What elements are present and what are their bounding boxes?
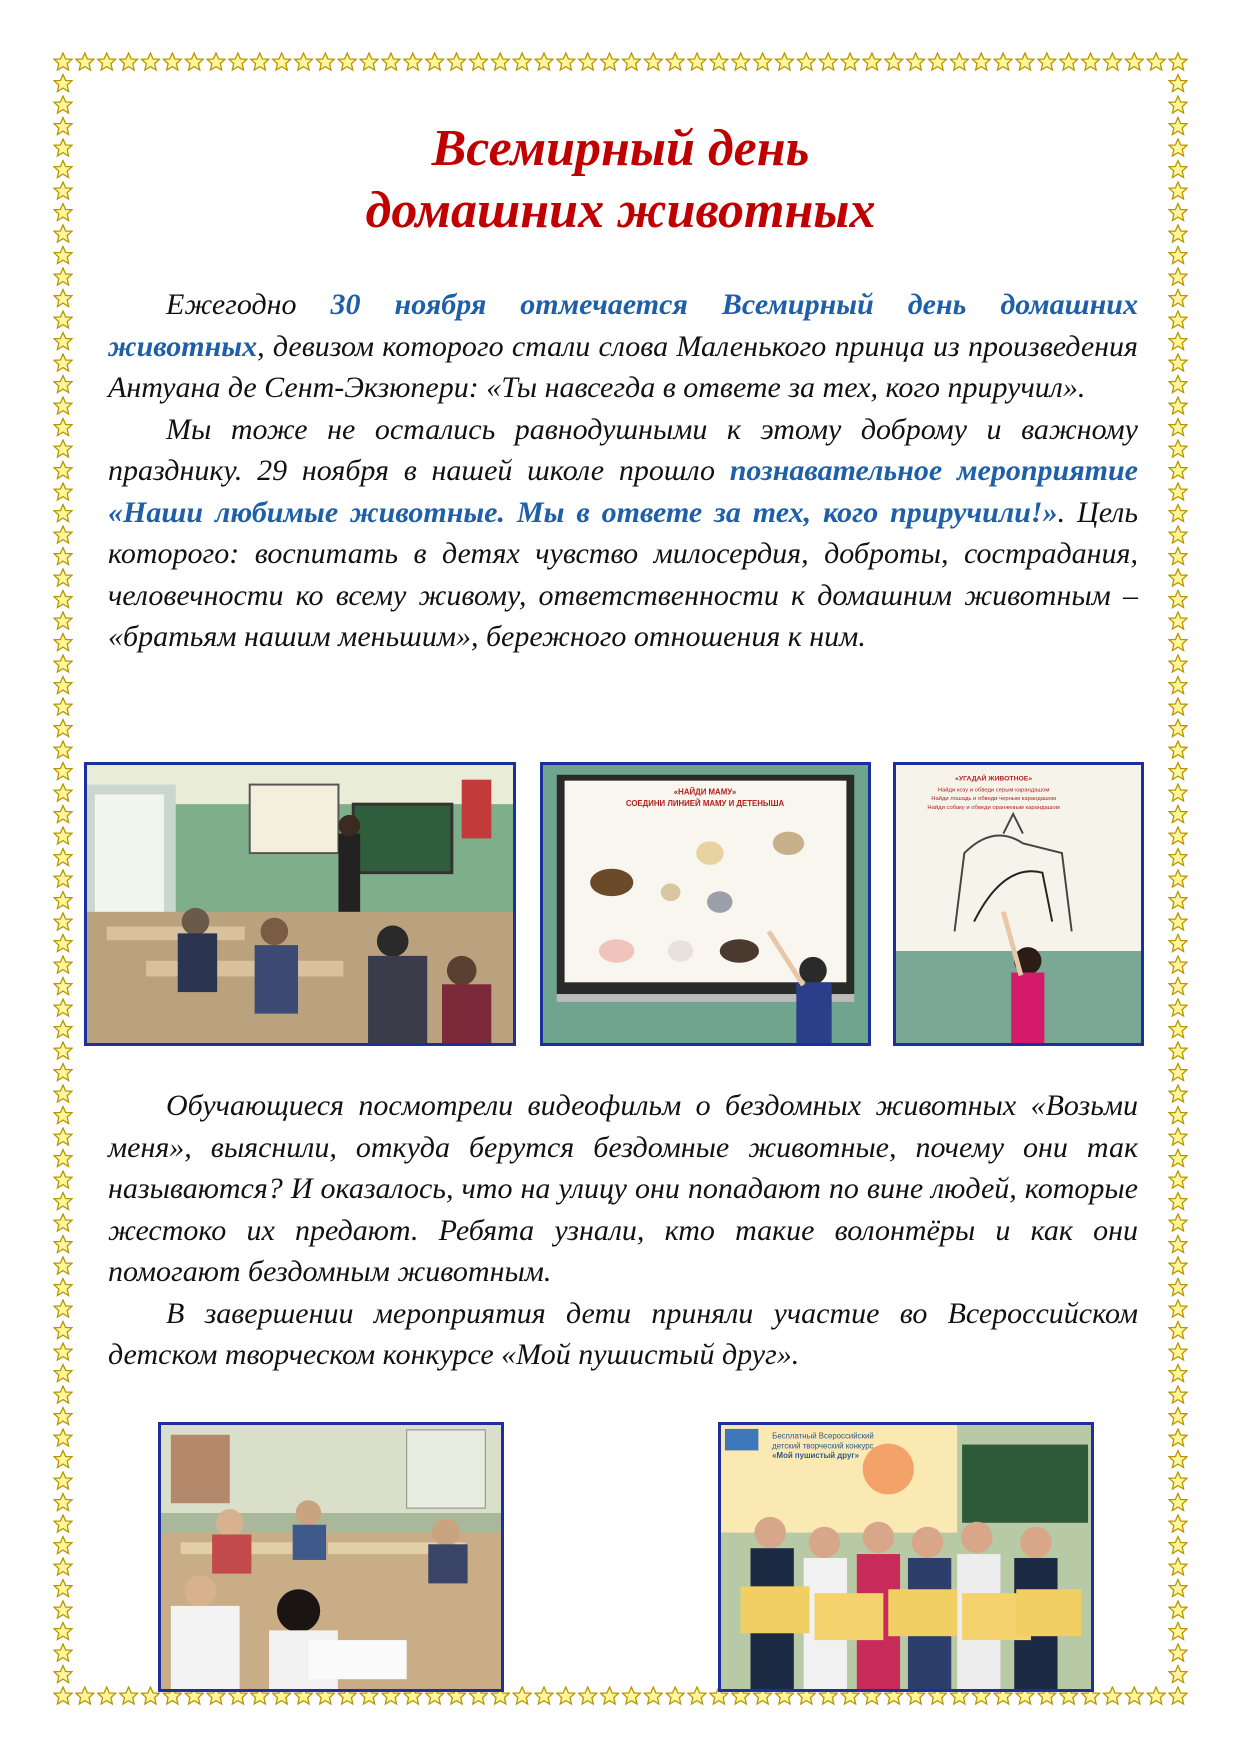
border-star-icon <box>1169 612 1187 629</box>
border-star-icon <box>404 53 422 70</box>
poster-line-2: детский творческий конкурс <box>772 1441 874 1451</box>
border-star-icon <box>1169 677 1187 694</box>
border-star-icon <box>54 1257 72 1274</box>
border-star-icon <box>863 53 881 70</box>
border-star-icon <box>54 720 72 737</box>
border-star-icon <box>1169 892 1187 909</box>
border-star-icon <box>1169 1128 1187 1145</box>
border-star-icon <box>54 741 72 758</box>
border-star-icon <box>775 53 793 70</box>
border-star-icon <box>1169 1064 1187 1081</box>
border-star-icon <box>294 53 312 70</box>
border-star-icon <box>1169 397 1187 414</box>
border-star-icon <box>54 247 72 264</box>
border-star-icon <box>185 53 203 70</box>
border-star-icon <box>644 53 662 70</box>
border-star-icon <box>1016 53 1034 70</box>
border-star-icon <box>1169 1451 1187 1468</box>
border-star-icon <box>1169 247 1187 264</box>
border-star-icon <box>622 1687 640 1704</box>
border-star-icon <box>54 999 72 1016</box>
paragraph-1 <box>108 284 1138 409</box>
border-star-icon <box>54 483 72 500</box>
border-star-icon <box>338 53 356 70</box>
border-star-icon <box>754 53 772 70</box>
border-star-icon <box>54 677 72 694</box>
border-star-icon <box>950 53 968 70</box>
paragraph-3: Обучающиеся посмотрели видеофильм о бездомных животных «Возьми меня», выяснили, откуда берутся бездомные животные, почему они так называются? И оказалось, что на улицу они попадают по вине людей, которые жестоко их предают. Ребята узнали, кто такие волонтёры и как они помогают бездомным животным. <box>108 1089 1138 1288</box>
border-star-icon <box>54 1150 72 1167</box>
border-star-icon <box>1169 354 1187 371</box>
border-star-icon <box>1169 1322 1187 1339</box>
border-star-icon <box>1169 1257 1187 1274</box>
border-star-icon <box>54 892 72 909</box>
border-star-icon <box>1169 1580 1187 1597</box>
border-star-icon <box>54 612 72 629</box>
border-star-icon <box>76 1687 94 1704</box>
border-star-icon <box>54 440 72 457</box>
page-title <box>0 118 1241 242</box>
border-star-icon <box>1169 1193 1187 1210</box>
paragraph-2 <box>108 409 1138 658</box>
border-star-icon <box>513 1687 531 1704</box>
border-star-icon <box>54 397 72 414</box>
border-star-icon <box>1169 268 1187 285</box>
border-star-icon <box>579 53 597 70</box>
border-star-icon <box>251 53 269 70</box>
intro-text <box>108 284 1138 658</box>
border-star-icon <box>929 53 947 70</box>
border-star-icon <box>1169 1171 1187 1188</box>
border-star-icon <box>54 1085 72 1102</box>
border-star-icon <box>1169 290 1187 307</box>
border-star-icon <box>54 1580 72 1597</box>
border-star-icon <box>54 1171 72 1188</box>
border-star-icon <box>1169 1644 1187 1661</box>
board-3-task-2: Найди лошадь и обведи черным карандашом <box>931 796 1056 803</box>
border-star-icon <box>1169 1343 1187 1360</box>
border-star-icon <box>1169 1558 1187 1575</box>
p2-highlight: познавательное мероприятие «Наши любимые животные. Мы в ответе за тех, кого приручили!» <box>108 454 1138 529</box>
border-star-icon <box>1169 978 1187 995</box>
border-star-icon <box>557 53 575 70</box>
title-line-1: Всемирный день <box>431 120 810 177</box>
border-star-icon <box>1169 1494 1187 1511</box>
border-star-icon <box>1169 1537 1187 1554</box>
border-star-icon <box>98 1687 116 1704</box>
border-star-icon <box>54 268 72 285</box>
border-star-icon <box>54 870 72 887</box>
border-star-icon <box>972 53 990 70</box>
border-star-icon <box>1169 634 1187 651</box>
border-star-icon <box>54 1107 72 1124</box>
border-star-icon <box>1169 569 1187 586</box>
border-star-icon <box>54 784 72 801</box>
border-star-icon <box>54 1042 72 1059</box>
border-star-icon <box>1169 1687 1187 1704</box>
border-star-icon <box>1169 935 1187 952</box>
border-star-icon <box>1169 53 1187 70</box>
border-star-icon <box>54 526 72 543</box>
poster-line-1: Бесплатный Всероссийский <box>772 1431 874 1441</box>
p1-text-a: Ежегодно <box>166 288 331 321</box>
border-star-icon <box>54 1666 72 1683</box>
border-star-icon <box>622 53 640 70</box>
border-star-icon <box>448 53 466 70</box>
border-star-icon <box>1169 376 1187 393</box>
border-star-icon <box>535 1687 553 1704</box>
border-star-icon <box>1169 655 1187 672</box>
border-star-icon <box>54 1128 72 1145</box>
border-star-icon <box>994 53 1012 70</box>
border-star-icon <box>1060 53 1078 70</box>
border-star-icon <box>54 849 72 866</box>
border-star-icon <box>54 1687 72 1704</box>
border-star-icon <box>601 53 619 70</box>
border-star-icon <box>1169 1601 1187 1618</box>
border-star-icon <box>1125 1687 1143 1704</box>
border-star-icon <box>1169 1386 1187 1403</box>
photo-classroom-lesson <box>84 762 516 1046</box>
border-star-icon <box>54 376 72 393</box>
border-star-icon <box>207 53 225 70</box>
border-star-icon <box>1169 526 1187 543</box>
border-star-icon <box>1169 333 1187 350</box>
p2-text-c: . Цель которого: воспитать в детях чувство милосердия, доброты, сострадания, человечности ко всему живому, ответственности к домашним животным – «братьям нашим меньшим», бережного отношения к ним. <box>108 495 1139 653</box>
board-3-task-3: Найди собаку и обведи оранжевым карандашом <box>927 805 1060 812</box>
border-star-icon <box>54 1193 72 1210</box>
border-star-icon <box>1169 1666 1187 1683</box>
border-star-icon <box>1169 1515 1187 1532</box>
border-star-icon <box>1103 53 1121 70</box>
border-star-icon <box>1169 483 1187 500</box>
border-star-icon <box>76 53 94 70</box>
board-2-title: «НАЙДИ МАМУ» <box>673 787 737 797</box>
border-star-icon <box>1169 1214 1187 1231</box>
border-star-icon <box>885 53 903 70</box>
border-star-icon <box>54 827 72 844</box>
border-star-icon <box>1169 548 1187 565</box>
border-star-icon <box>1169 956 1187 973</box>
board-3-title: «УГАДАЙ ЖИВОТНОЕ» <box>955 775 1033 783</box>
border-star-icon <box>1169 1279 1187 1296</box>
border-star-icon <box>141 1687 159 1704</box>
border-star-icon <box>54 913 72 930</box>
border-star-icon <box>54 462 72 479</box>
border-star-icon <box>1169 1150 1187 1167</box>
border-star-icon <box>54 354 72 371</box>
border-star-icon <box>601 1687 619 1704</box>
border-star-icon <box>1169 720 1187 737</box>
border-star-icon <box>54 1322 72 1339</box>
border-star-icon <box>1169 311 1187 328</box>
photo-board-guess-animal <box>893 762 1144 1046</box>
border-star-icon <box>1169 827 1187 844</box>
border-star-icon <box>54 75 72 92</box>
border-star-icon <box>54 505 72 522</box>
border-star-icon <box>316 53 334 70</box>
border-star-icon <box>1169 741 1187 758</box>
border-star-icon <box>54 1537 72 1554</box>
border-star-icon <box>1147 1687 1165 1704</box>
border-star-icon <box>1169 1408 1187 1425</box>
border-star-icon <box>1169 784 1187 801</box>
border-star-icon <box>54 1300 72 1317</box>
border-star-icon <box>54 956 72 973</box>
board-3-task-1: Найди козу и обведи серым карандашом <box>937 787 1050 794</box>
border-star-icon <box>54 1623 72 1640</box>
border-star-icon <box>54 763 72 780</box>
border-star-icon <box>54 1214 72 1231</box>
border-star-icon <box>54 569 72 586</box>
border-star-icon <box>54 96 72 113</box>
border-star-icon <box>120 1687 138 1704</box>
border-star-icon <box>1169 763 1187 780</box>
border-star-icon <box>688 53 706 70</box>
border-star-icon <box>1169 1300 1187 1317</box>
border-star-icon <box>229 53 247 70</box>
border-star-icon <box>1169 1429 1187 1446</box>
border-star-icon <box>688 1687 706 1704</box>
border-star-icon <box>54 548 72 565</box>
border-star-icon <box>54 1386 72 1403</box>
border-star-icon <box>1038 53 1056 70</box>
border-star-icon <box>54 1472 72 1489</box>
border-star-icon <box>469 53 487 70</box>
border-star-icon <box>120 53 138 70</box>
border-star-icon <box>273 53 291 70</box>
border-star-icon <box>1169 1365 1187 1382</box>
border-star-icon <box>54 419 72 436</box>
border-star-icon <box>54 1558 72 1575</box>
border-star-icon <box>54 1451 72 1468</box>
border-star-icon <box>163 53 181 70</box>
border-star-icon <box>54 1064 72 1081</box>
border-star-icon <box>54 1365 72 1382</box>
border-star-icon <box>1169 419 1187 436</box>
border-star-icon <box>1169 1623 1187 1640</box>
border-star-icon <box>54 1494 72 1511</box>
border-star-icon <box>54 806 72 823</box>
border-star-icon <box>54 1279 72 1296</box>
border-star-icon <box>1169 1107 1187 1124</box>
border-star-icon <box>54 1644 72 1661</box>
border-star-icon <box>54 1236 72 1253</box>
border-star-icon <box>54 1408 72 1425</box>
border-star-icon <box>732 53 750 70</box>
border-star-icon <box>1169 96 1187 113</box>
border-star-icon <box>907 53 925 70</box>
border-star-icon <box>1169 1085 1187 1102</box>
border-star-icon <box>54 1429 72 1446</box>
border-star-icon <box>1125 53 1143 70</box>
border-star-icon <box>54 698 72 715</box>
border-star-icon <box>1169 462 1187 479</box>
border-star-icon <box>360 53 378 70</box>
poster-line-3: «Мой пушистый друг» <box>772 1451 859 1461</box>
border-star-icon <box>54 591 72 608</box>
border-star-icon <box>426 53 444 70</box>
border-star-icon <box>1169 75 1187 92</box>
photo-board-find-mom <box>540 762 871 1046</box>
border-star-icon <box>1169 591 1187 608</box>
border-star-icon <box>1169 1021 1187 1038</box>
border-star-icon <box>557 1687 575 1704</box>
border-star-icon <box>54 935 72 952</box>
border-star-icon <box>1169 870 1187 887</box>
border-star-icon <box>54 655 72 672</box>
border-star-icon <box>54 53 72 70</box>
board-2-subtitle: СОЕДИНИ ЛИНИЕЙ МАМУ И ДЕТЕНЫША <box>625 799 785 809</box>
border-star-icon <box>1169 1042 1187 1059</box>
border-star-icon <box>54 978 72 995</box>
border-star-icon <box>1169 1236 1187 1253</box>
border-star-icon <box>579 1687 597 1704</box>
border-star-icon <box>513 53 531 70</box>
p2-text-a: Мы тоже не остались равнодушными к этому доброму и важному празднику. 29 ноября в нашей школе прошло <box>108 412 1138 487</box>
border-star-icon <box>1169 1472 1187 1489</box>
paragraph-4: В завершении мероприятия дети приняли участие во Всероссийском детском творческом конкурсе «Мой пушистый друг». <box>108 1296 1138 1371</box>
border-star-icon <box>819 53 837 70</box>
border-star-icon <box>54 1021 72 1038</box>
border-star-icon <box>1082 53 1100 70</box>
border-star-icon <box>54 1515 72 1532</box>
border-star-icon <box>382 53 400 70</box>
border-star-icon <box>1103 1687 1121 1704</box>
border-star-icon <box>141 53 159 70</box>
border-star-icon <box>1169 806 1187 823</box>
p1-text-c: , девизом которого стали слова Маленького принца из произведения Антуана де Сент-Экзюпери: «Ты навсегда в ответе за тех, кого приручил». <box>108 329 1138 404</box>
border-star-icon <box>710 53 728 70</box>
border-star-icon <box>98 53 116 70</box>
border-star-icon <box>841 53 859 70</box>
border-star-icon <box>491 53 509 70</box>
border-star-icon <box>666 1687 684 1704</box>
border-star-icon <box>54 1343 72 1360</box>
border-star-icon <box>535 53 553 70</box>
border-star-icon <box>1147 53 1165 70</box>
border-star-icon <box>54 333 72 350</box>
border-star-icon <box>1169 440 1187 457</box>
border-star-icon <box>1169 698 1187 715</box>
border-star-icon <box>1169 913 1187 930</box>
photo-children-drawing <box>158 1422 504 1692</box>
border-star-icon <box>1169 999 1187 1016</box>
border-star-icon <box>644 1687 662 1704</box>
border-star-icon <box>54 290 72 307</box>
border-star-icon <box>54 311 72 328</box>
title-line-2: домашних животных <box>365 182 876 239</box>
border-star-icon <box>54 1601 72 1618</box>
p1-highlight: 30 ноября отмечается Всемирный день домашних животных <box>108 288 1138 363</box>
border-star-icon <box>1169 505 1187 522</box>
border-star-icon <box>1169 849 1187 866</box>
outro-text <box>108 1085 1138 1376</box>
border-star-icon <box>666 53 684 70</box>
photo-group-certificates <box>718 1422 1094 1692</box>
border-star-icon <box>797 53 815 70</box>
border-star-icon <box>54 634 72 651</box>
